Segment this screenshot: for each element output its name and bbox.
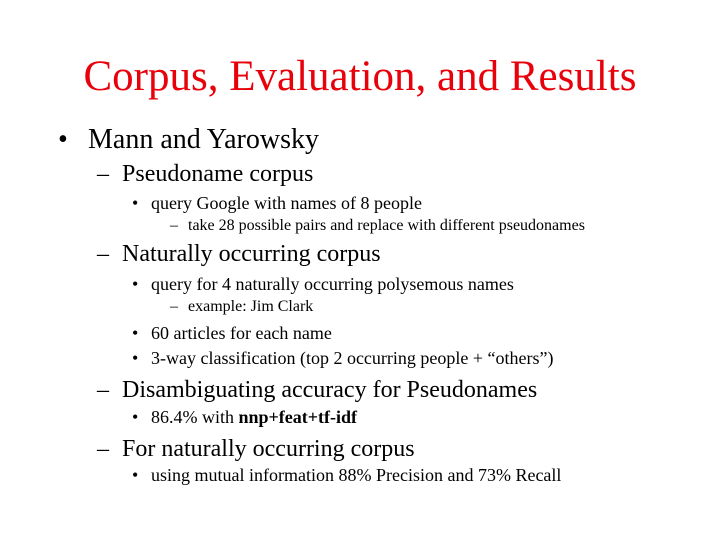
bullet-text-query-polysemous: query for 4 naturally occurring polysemous names xyxy=(151,274,514,294)
bullet-text-take-28-pairs: take 28 possible pairs and replace with different pseudonames xyxy=(188,217,585,234)
bullet-text-3-way-classification: 3-way classification (top 2 occurring people + “others”) xyxy=(151,348,554,368)
bullet-text-for-naturally-occurring: For naturally occurring corpus xyxy=(122,436,415,462)
bullet-marker: • xyxy=(132,323,139,343)
bullet-text-query-google: query Google with names of 8 people xyxy=(151,193,422,213)
bullet-marker: • xyxy=(58,124,68,155)
bullet-text-pseudoname-corpus: Pseudoname corpus xyxy=(122,161,314,187)
bullet-text-60-articles: 60 articles for each name xyxy=(151,323,332,343)
bullet-text-mutual-information: using mutual information 88% Precision and 73% Recall xyxy=(151,465,562,485)
bullet-text-86-percent xyxy=(151,406,357,428)
dash-marker: – xyxy=(97,161,109,187)
bullet-text-naturally-occurring-corpus: Naturally occurring corpus xyxy=(122,241,381,267)
bullet-marker: • xyxy=(132,407,139,427)
bullet-text-example-jim-clark: example: Jim Clark xyxy=(188,298,314,315)
bullet-marker: • xyxy=(132,348,139,368)
bullet-marker: • xyxy=(132,193,139,213)
bullet-marker: • xyxy=(132,465,139,485)
bullet-marker: • xyxy=(132,274,139,294)
dash-marker: – xyxy=(97,377,109,403)
bullet-text-86-percent-prefix: 86.4% with xyxy=(151,407,239,427)
dash-marker: – xyxy=(170,217,178,234)
dash-marker: – xyxy=(97,241,109,267)
slide-title: Corpus, Evaluation, and Results xyxy=(83,53,637,100)
dash-marker: – xyxy=(170,298,178,315)
dash-marker: – xyxy=(97,436,109,462)
bullet-text-method-name: nnp+feat+tf-idf xyxy=(238,407,358,427)
bullet-text-mann-yarowsky: Mann and Yarowsky xyxy=(88,124,319,155)
bullet-text-disambiguating-accuracy: Disambiguating accuracy for Pseudonames xyxy=(122,377,538,403)
